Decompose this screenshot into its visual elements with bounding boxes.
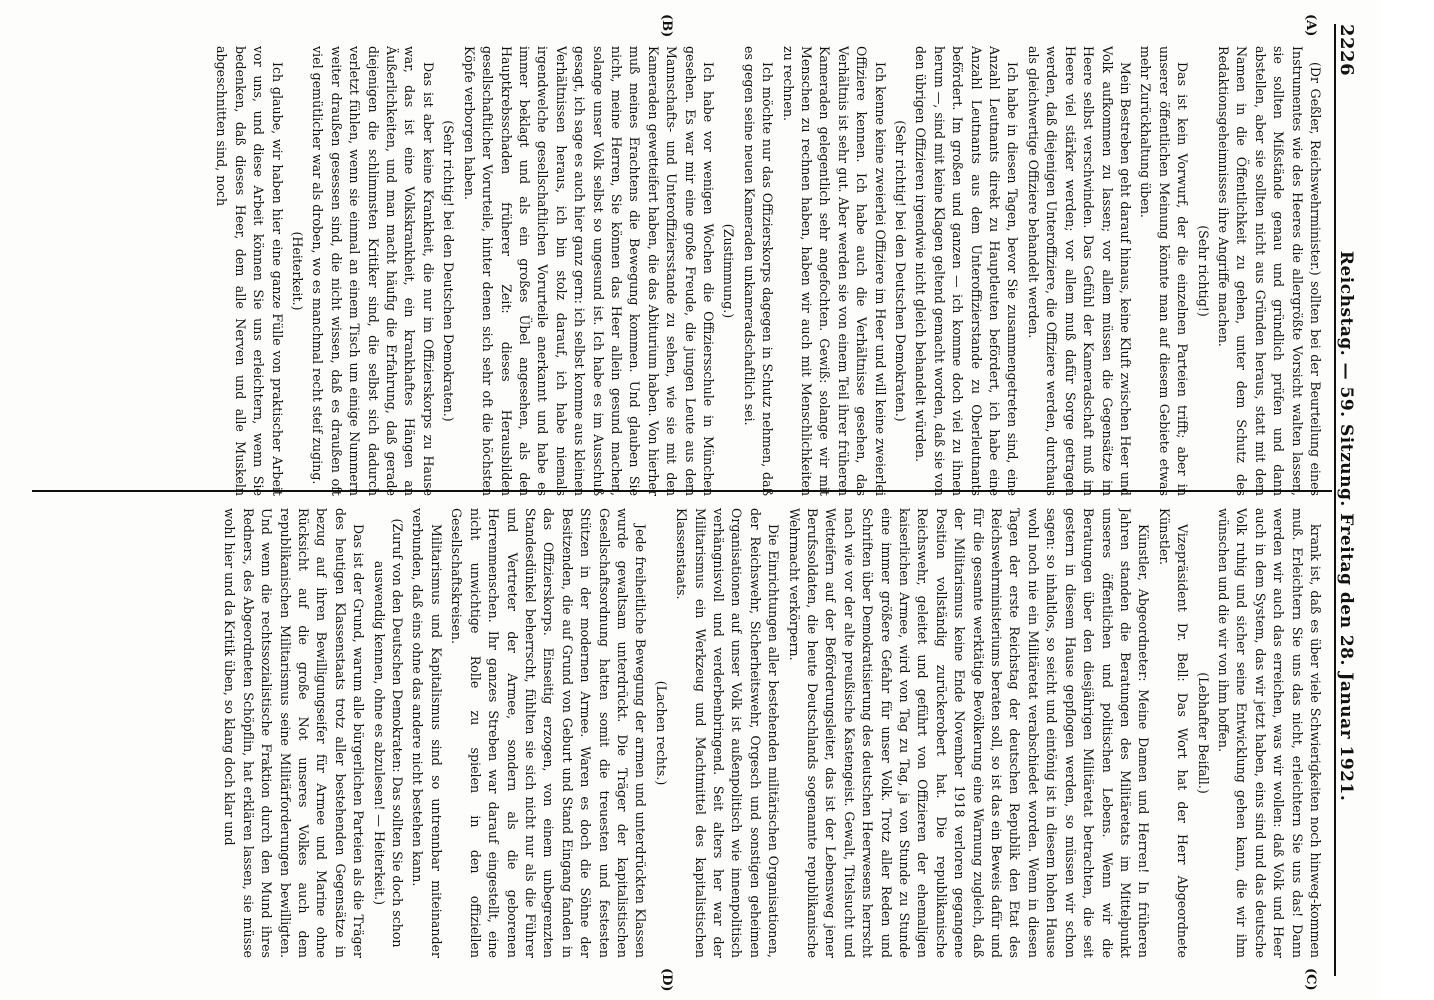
paragraph: Ich habe vor wenigen Wochen die Offiziersschule in München gesehen. Es war mir eine große Freude, die jungen Leute aus dem Mannschafts- und Unteroffiziersstande zu sehen, wie sie mit den Kameraden gewetteifert haben, die das Abiturium haben. Von hierher muß meines Erachtens die Bewegung kommen. Und glauben Sie nicht, meine Herren, Sie können das Heer allein gesund machen, solange unser Volk selbst so ungesund ist. Ich habe es im Ausschuß gesagt, ich sage es auch hier ganz gern: ich selbst komme aus kleinen Verhältnissen heraus, ich bin stolz darauf, ich habe niemals irgendwelche gesellschaftlichen Vorurteile anerkannt und habe es immer beklagt und als ein großes Übel angesehen, als den Hauptkrebsschaden früherer Zeit: dieses Herausbilden gesellschaftlicher Vorurteile, hinter denen sich sehr oft die höchsten Köpfe verborgen haben. xyxy=(461,46,716,496)
page-header xyxy=(1334,24,1366,976)
right-column xyxy=(39,508,1324,958)
paragraph: krank ist, daß es über viele Schwierigkeiten noch hinweg-kommen muß. Erleichtern Sie uns das nicht, erleichtern Sie uns das! Dann werden wir auch das erreichen, was wir wollen: daß Volk und Heer auch in dem System, das wir jetzt haben, eins sind und das deutsche Volk ruhig und sicher seine Entwicklung gehen kann, die wir ihm wünschen und die wir von ihm hoffen. xyxy=(1215,508,1323,958)
interjection: (Heiterkeit.) xyxy=(290,231,306,311)
interjection: (Sehr richtig! bei den Deutschen Demokraten.) xyxy=(893,120,909,422)
paragraph: Ich kenne keine zweierlei Offiziere im Heer und will keine zweierlei Offiziere kennen. Ich habe auch die Verhältnisse gesehen, das Verhältnis ist sehr gut. Aber werden sie von einem Teil ihrer früheren Kameraden gelegentlich sehr angefochten. Gewiß: solange wir mit Menschen zu rechnen haben, haben wir auch mit Menschlichkeiten zu rechnen. xyxy=(780,46,888,496)
paragraph: Militarismus und Kapitalismus sind so untrennbar miteinander verbunden, daß eins ohne das andere nicht bestehen kann. xyxy=(410,508,444,958)
speaker-intro: Vizepräsident Dr. Bell: Das Wort hat der Herr Abgeordnete Künstler. xyxy=(1156,508,1191,958)
page-title: Reichstag. — 59. Sitzung. Freitag den 28. Januar 1921. xyxy=(1336,250,1356,802)
interjection: (Lachen rechts.) xyxy=(653,680,669,786)
interjection: (Lebhafter Beifall.) xyxy=(1195,672,1211,794)
page-number: 2226 xyxy=(1336,24,1357,77)
margin-marker-b: (B) xyxy=(659,14,674,38)
margin-marker-d: (D) xyxy=(659,968,674,992)
paragraph: Das ist der Grund, warum alle bürgerlichen Parteien als die Träger des heutigen Klassenstaats trotz aller bestehenden Gegensätze in bezug auf ihren Bewilligungseifer für Armee und Marine ohne Rücksicht auf die große Not unseres Volkes auch dem republikanischen Militarismus seine Militärforderungen bewilligten. Und wenn die rechtssozialistische Fraktion durch den Mund ihres Redners, des Abgeordneten Schöpflin, hat erklären lassen, sie müsse wohl hier und da Kritik üben, so klang doch klar und xyxy=(222,508,367,958)
margin-marker-a: (A) xyxy=(1303,14,1318,37)
margin-marker-c: (C) xyxy=(1303,968,1318,991)
paragraph: Ich habe in diesen Tagen, bevor Sie zusammengetreten sind, eine Anzahl Leutnants direkt zu Hauptleuten befördert, ich habe eine Anzahl Leutnants aus dem Unteroffizierstande zu Oberleutnants befördert. Im großen und ganzen — ich komme doch viel zu ihnen herum —, sind mit keine Klagen geltend gemacht worden, daß sie von den übrigen Offizieren irgendwie nicht gleich behandelt würden. xyxy=(913,46,1021,496)
paragraph: Das ist aber keine Krankheit, die nur im Offizierskorps zu Hause war, das ist eine Volkskrankheit, ein krankhaftes Hängen an Äußerlichkeiten, und man macht häufig die Erfahrung, daß gerade diejenigen die schlimmsten Kritiker sind, die selbst sich dadurch verletzt fühlen, wenn sie einmal an einem Tisch um einige Nummern weiter draußen gesessen sind, die nicht wissen, daß es draußen oft viel gemütlicher war als droben, wo es manchmal recht steif zuging. xyxy=(310,46,436,496)
paragraph: Künstler, Abgeordneter: Meine Damen und Herren! In früheren Jahren standen die Beratungen des Militäretats im Mittelpunkt unseres öffentlichen und politischen Lebens. Wenn wir die Beratungen über den diesjährigen Militäretat betrachten, die seit gestern in diesem Hause gepflogen werden, so müssen wir schon sagen: so inhaltlos, so seicht und eintönig ist in diesem hohen Hause wohl noch nie ein Militäretat verabschiedet worden. Wenn in diesen Tagen der erste Reichstag der deutschen Republik den Etat des Reichswehrministeriums beraten soll, so ist das ein Beweis dafür und für die gesamte werktätige Bevölkerung eine Warnung zugleich, daß der Militarismus keine Ende November 1918 verloren gegangene Position vollständig zurückerobert hat. Die republikanische Reichswehr, geleitet und geführt von Offizieren der ehemaligen kaiserlichen Armee, wird von Tag zu Tag, ja von Stunde zu Stunde eine immer größere Gefahr für unser Volk. Trotz aller Reden und Schriften über Demokratisierung des deutschen Heerwesens herrscht nach wie vor der alte preußische Kastengeist. Gewalt, Titelsucht und Wetteifern auf der Beförderungsleiter, das ist der Lebensweg jener Berufssoldaten, die heute Deutschlands sogenannte republikanische Wehrmacht verkörpern. xyxy=(786,508,1152,958)
paragraph: Die Einrichtungen aller bestehenden militärischen Organisationen, der Reichswehr, Sicherheitswehr, Orgesch und sonstigen geheimen Organisationen auf unser Volk ist außenpolitisch wie innenpolitisch verhängnisvoll und verderbenbringend. Seit alters her war der Militarismus ein Werkzeug und Machtmittel des kapitalistischen Klassenstaats. xyxy=(674,508,782,958)
interjection: (Sehr richtig! bei den Deutschen Demokraten.) xyxy=(441,120,457,422)
paragraph: Jede freiheitliche Bewegung der armen und unterdrückten Klassen wurde gewaltsam unterdrückt. Die Träger der kapitalistischen Gesellschaftsordnung hatten somit die treuesten und festesten Stützen in der modernen Armee. Waren es doch die Söhne der Besitzenden, die auf Grund von Geburt und Stand Eingang fanden in das Offizierskorps. Einseitig erzogen, von einem unbegrenzten Standesdünkel beherrscht, fühlten sie sich nicht nur als die Führer und Vertreter der Armee, sondern als die geborenen Herrenmenschen. Ihr ganzes Streben war darauf eingestellt, eine nicht unwichtige Rolle zu spielen in den offiziellen Gesellschaftskreisen. xyxy=(449,508,649,958)
paragraph: Ich möchte nur das Offizierskorps dagegen in Schutz nehmen, daß es gegen seine neuen Kameraden unkameradschaftlich sei. xyxy=(741,46,776,496)
paragraph: Das ist kein Vorwurf, der die einzelnen Parteien trifft; aber in unserer öffentlichen Meinung könnte man auf diesem Gebiete etwas mehr Zurückhaltung üben. xyxy=(1138,46,1191,496)
interjection: (Zustimmung.) xyxy=(721,223,737,319)
left-column xyxy=(39,46,1324,496)
paragraph: Mein Bestreben geht darauf hinaus, keine Kluft zwischen Heer und Volk aufkommen zu lassen; vor allem müssen die Gegensätze im Heere selbst verschwinden. Das Gefühl der Kameradschaft muß im Heere viel stärker werden; vor allem muß dafür Sorge getragen werden, daß diejenigen Unteroffiziere, die Offiziere werden, durchaus als gleichwertige Offiziere behandelt werden. xyxy=(1025,46,1133,496)
interjection: (Sehr richtig!) xyxy=(1195,225,1211,317)
paragraph: (Dr Geßler, Reichswehrminister.) sollten bei der Beurteilung eines Instrumentes wie des Heeres die allergrößte Vorsicht walten lassen, sie sollten Mißstände genau und gründlich prüfen und dann abstellen, aber sie sollten nicht aus Gründen heraus, statt mit dem Namen in die Öffentlichkeit zu gehen, unter dem Schutz des Redaktionsgeheimnisses ihre Angriffe machen. xyxy=(1215,46,1323,496)
interjection: (Zuruf von den Deutschen Demokraten: Das sollten Sie doch schon auswendig kennen, ohne es abzulesen! — Heiterkeit.) xyxy=(371,518,406,948)
paragraph: Ich glaube, wir haben hier eine ganze Fülle von praktischer Arbeit vor uns, und diese Arbeit können Sie uns erleichtern, wenn Sie bedenken, daß dieses Heer, dem alle Nerven und alle Muskeln abgeschnitten sind, noch xyxy=(214,46,285,496)
